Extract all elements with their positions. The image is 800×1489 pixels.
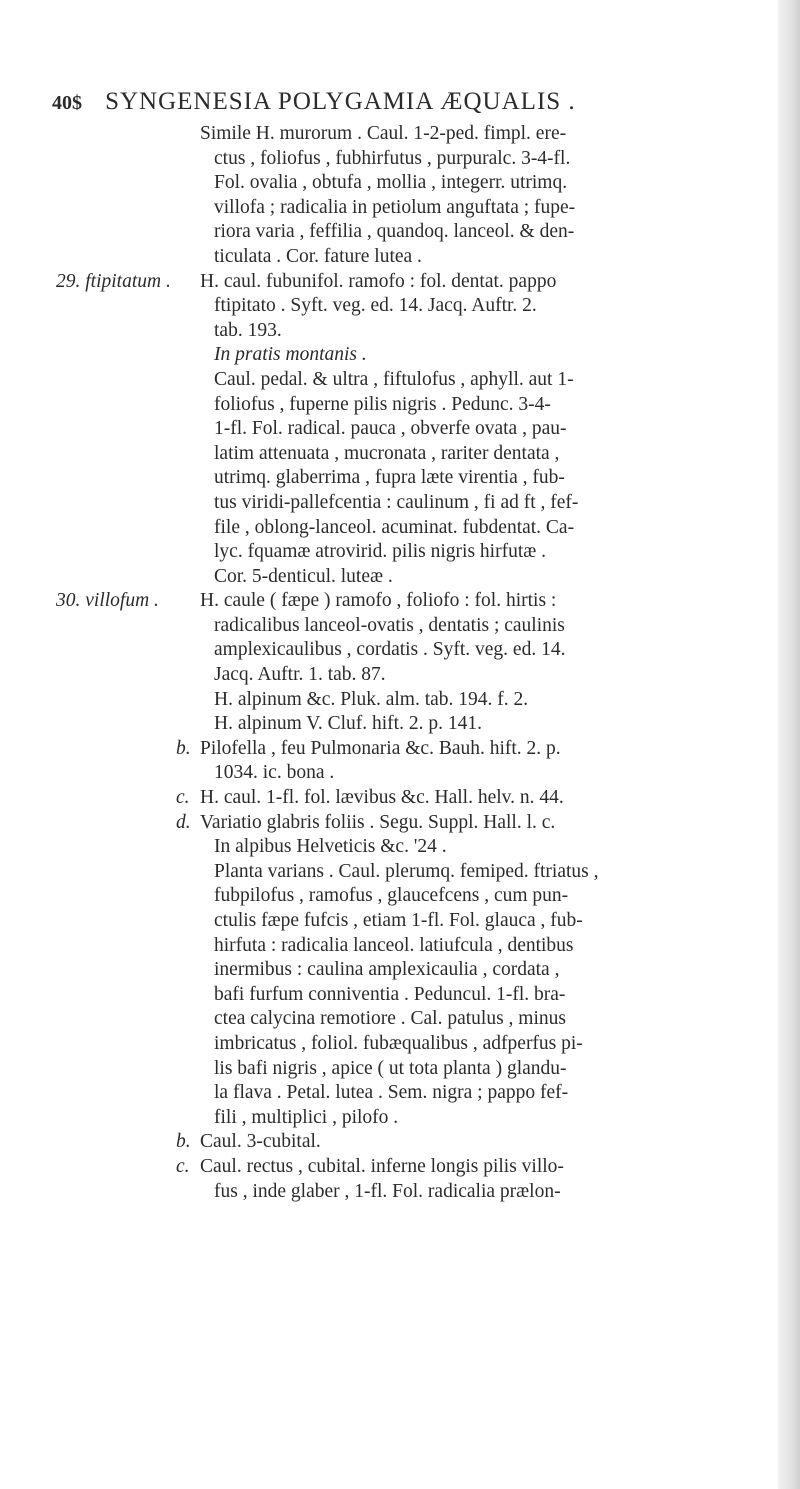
text-line: lyc. fquamæ atrovirid. pilis nigris hirfutæ . <box>214 541 547 563</box>
text-line: tus viridi-pallefcentia : caulinum , fi ad ft , fef- <box>214 491 579 513</box>
text-line: riora varia , feffilia , quandoq. lanceol. & den- <box>214 221 575 243</box>
text-entry <box>0 122 790 270</box>
text-line: Cor. 5-denticul. luteæ . <box>214 565 393 587</box>
text-entry <box>0 270 790 590</box>
text-line: la flava . Petal. lutea . Sem. nigra ; pappo fef- <box>214 1082 569 1104</box>
text-line: In alpibus Helveticis &c. '24 . <box>214 836 447 858</box>
entry-label: 29. ftipitatum . <box>56 270 171 292</box>
text-line: utrimq. glaberrima , fupra læte virentia , fub- <box>214 467 565 489</box>
text-line: Caul. rectus , cubital. inferne longis pilis villo- <box>200 1155 564 1177</box>
text-line: H. alpinum &c. Pluk. alm. tab. 194. f. 2. <box>214 688 529 710</box>
text-line: tab. 193. <box>214 319 282 341</box>
text-line: hirfuta : radicalia lanceol. latiufcula , dentibus <box>214 934 574 956</box>
text-line: In pratis montanis . <box>214 344 367 366</box>
text-line: ctus , foliofus , fubhirfutus , purpuralc. 3-4-fl. <box>214 147 571 169</box>
text-line: Caul. pedal. & ultra , fiftulofus , aphyll. aut 1- <box>214 368 574 390</box>
text-entry <box>0 1155 790 1204</box>
text-line: Planta varians . Caul. plerumq. femiped. ftriatus , <box>214 860 599 882</box>
text-line: inermibus : caulina amplexicaulia , cordata , <box>214 959 560 981</box>
body-text <box>0 122 790 1204</box>
text-line: ctulis fæpe fufcis , etiam 1-fl. Fol. glauca , fub- <box>214 910 583 931</box>
text-line: Caul. 3-cubital. <box>200 1131 321 1153</box>
text-entry <box>0 737 790 786</box>
text-line: villofa ; radicalia in petiolum anguftata ; fupe- <box>214 196 576 218</box>
entry-label: b. <box>176 1131 191 1153</box>
text-line: lis bafi nigris , apice ( ut tota planta ) glandu- <box>214 1057 567 1079</box>
entry-label: c. <box>176 787 190 809</box>
text-line: radicalibus lanceol-ovatis , dentatis ; caulinis <box>214 614 565 636</box>
page-number: 40$ <box>52 92 82 114</box>
text-line: fubpilofus , ramofus , glaucefcens , cum pun- <box>214 885 569 907</box>
text-line: H. alpinum V. Cluf. hift. 2. p. 141. <box>214 713 482 735</box>
entry-label: b. <box>176 737 191 759</box>
text-line: Variatio glabris foliis . Segu. Suppl. Hall. l. c. <box>200 811 556 833</box>
text-line: ctea calycina remotiore . Cal. patulus , minus <box>214 1008 566 1030</box>
text-line: fili , multiplici , pilofo . <box>214 1106 399 1128</box>
text-line: file , oblong-lanceol. acuminat. fubdentat. Ca- <box>214 516 575 538</box>
text-line: foliofus , fuperne pilis nigris . Pedunc. 3-4- <box>214 393 551 415</box>
text-line: H. caul. 1-fl. fol. lævibus &c. Hall. helv. n. 44. <box>200 787 564 809</box>
text-entry <box>0 786 790 811</box>
entry-label: 30. villofum . <box>56 590 159 612</box>
text-line: latim attenuata , mucronata , rariter dentata , <box>214 442 560 464</box>
text-line: imbricatus , foliol. fubæqualibus , adfperfus pi- <box>214 1032 583 1054</box>
entry-label: d. <box>176 811 191 833</box>
text-entry <box>0 811 790 1131</box>
text-line: H. caule ( fæpe ) ramofo , foliofo : fol. hirtis : <box>200 590 557 612</box>
entry-label: c. <box>176 1155 190 1177</box>
running-head: SYNGENESIA POLYGAMIA ÆQUALIS . <box>105 88 576 115</box>
text-line: Fol. ovalia , obtufa , mollia , integerr. utrimq. <box>214 172 568 194</box>
text-line: amplexicaulibus , cordatis . Syft. veg. ed. 14. <box>214 639 566 661</box>
text-line: H. caul. fubunifol. ramofo : fol. dentat. pappo <box>200 270 557 292</box>
text-entry <box>0 589 790 737</box>
text-line: Jacq. Auftr. 1. tab. 87. <box>214 664 386 686</box>
text-line: ticulata . Cor. fature lutea . <box>214 245 422 267</box>
text-line: 1034. ic. bona . <box>214 762 335 784</box>
page-header <box>52 88 576 116</box>
text-line: 1-fl. Fol. radical. pauca , obverfe ovata , pau- <box>214 418 567 440</box>
text-entry <box>0 1130 790 1155</box>
text-line: ftipitato . Syft. veg. ed. 14. Jacq. Auftr. 2. <box>214 295 537 317</box>
text-line: fus , inde glaber , 1-fl. Fol. radicalia prælon- <box>214 1180 561 1202</box>
text-line: Pilofella , feu Pulmonaria &c. Bauh. hift. 2. p. <box>200 737 561 759</box>
text-line: bafi furfum conniventia . Peduncul. 1-fl. bra- <box>214 983 566 1005</box>
text-line: Simile H. murorum . Caul. 1-2-ped. fimpl. ere- <box>200 123 567 144</box>
